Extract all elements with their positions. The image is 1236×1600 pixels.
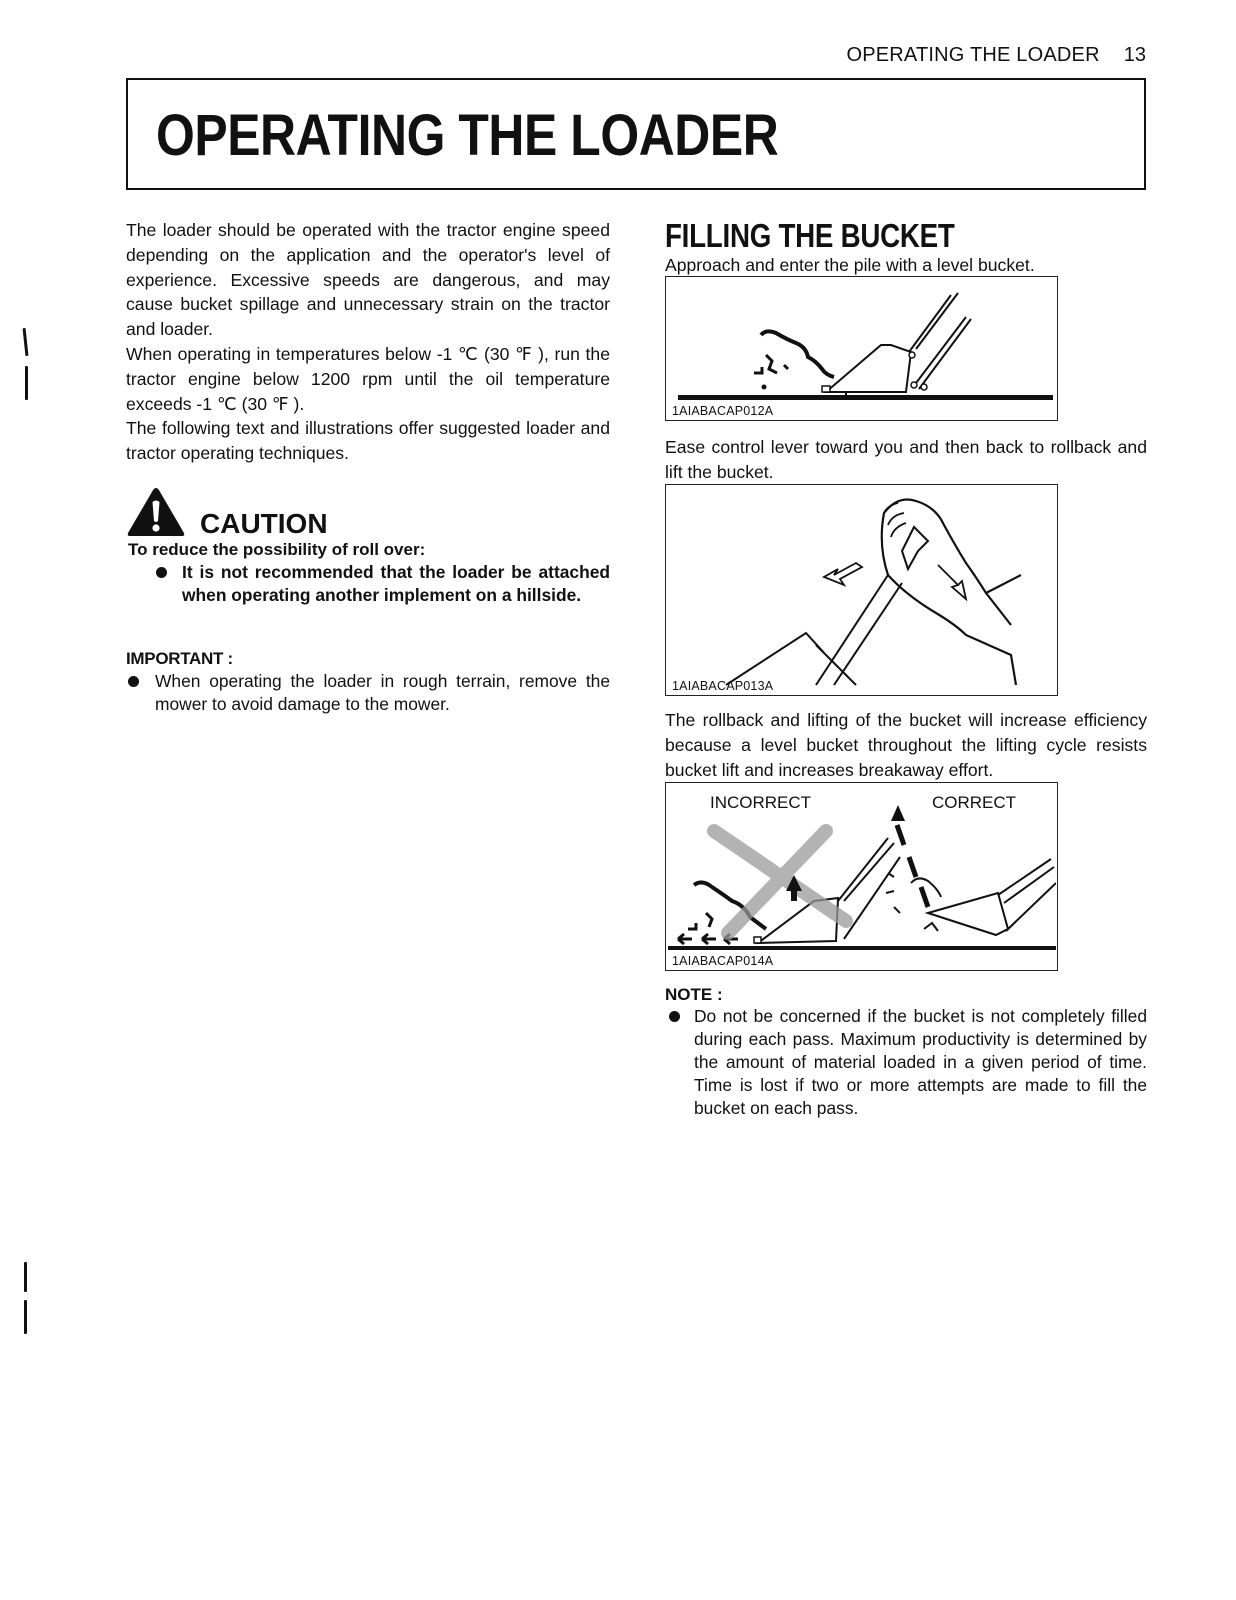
bullet-icon <box>669 1011 680 1022</box>
important-label: IMPORTANT : <box>126 649 233 668</box>
margin-mark <box>24 1262 27 1292</box>
caution-label: CAUTION <box>200 508 328 539</box>
caution-block <box>126 486 610 607</box>
caution-subheading: To reduce the possibility of roll over: <box>128 540 426 559</box>
section-title: FILLING THE BUCKET <box>665 217 955 254</box>
step-1-text: Approach and enter the pile with a level bucket. <box>665 255 1035 275</box>
bullet-icon <box>128 676 139 687</box>
page-number: 13 <box>1123 44 1146 66</box>
note-item: Do not be concerned if the bucket is not completely filled during each pass. Maximum productivity is determined by the amount of material loaded in a given period of time. Time is lost if two or more attempts are made to fill the bucket on each pass. <box>665 1005 1147 1120</box>
figure-code: 1AIABACAP012A <box>672 404 774 418</box>
caution-item: It is not recommended that the loader be attached when operating another implement on a hillside. <box>126 561 610 607</box>
chapter-title: OPERATING THE LOADER <box>156 103 779 168</box>
figure-code: 1AIABACAP013A <box>672 679 774 693</box>
note-label: NOTE : <box>665 985 723 1005</box>
figure-code: 1AIABACAP014A <box>672 954 774 969</box>
important-list <box>126 670 610 715</box>
figure-incorrect-correct <box>665 782 1058 971</box>
important-item: When operating the loader in rough terrain, remove the mower to avoid damage to the mower. <box>126 670 610 715</box>
caution-list <box>126 561 610 607</box>
intro-paragraph: When operating in temperatures below -1 ℃ (30 ℉ ), run the tractor engine below 1200 rpm until the oil temperature exceeds -1 ℃ (30 ℉ ). <box>126 343 610 414</box>
caution-heading <box>126 486 610 538</box>
intro-text <box>126 218 610 466</box>
chapter-title-box <box>126 78 1146 190</box>
margin-mark <box>23 328 29 356</box>
bullet-icon <box>156 567 167 578</box>
margin-mark <box>24 1300 27 1334</box>
intro-paragraph: The loader should be operated with the tractor engine speed depending on the application and the operator's level of experience. Excessive speeds are dangerous, and may cause bucket spillage and unnecessary strain on the tractor and loader. <box>126 220 610 340</box>
important-block <box>126 648 610 715</box>
filling-the-bucket-section <box>665 218 1147 1120</box>
loader-bucket-illustration <box>666 277 1056 419</box>
correct-label: CORRECT <box>932 793 1017 813</box>
margin-mark <box>25 366 28 400</box>
running-header-title: OPERATING THE LOADER <box>846 44 1100 66</box>
step-3-text: The rollback and lifting of the bucket will increase efficiency because a level bucket throughout the lifting cycle resists bucket lift and increases breakaway effort. <box>665 710 1147 780</box>
note-block <box>665 985 1147 1120</box>
warning-triangle-icon <box>126 486 186 538</box>
step-2-text: Ease control lever toward you and then back to rollback and lift the bucket. <box>665 437 1147 482</box>
figure-control-lever <box>665 484 1058 696</box>
running-header <box>790 44 1146 67</box>
figure-level-bucket <box>665 276 1058 421</box>
incorrect-label: INCORRECT <box>710 793 812 813</box>
note-list <box>665 1005 1147 1120</box>
hand-lever-illustration <box>666 485 1056 694</box>
intro-paragraph: The following text and illustrations offer suggested loader and tractor operating techniques. <box>126 418 610 464</box>
